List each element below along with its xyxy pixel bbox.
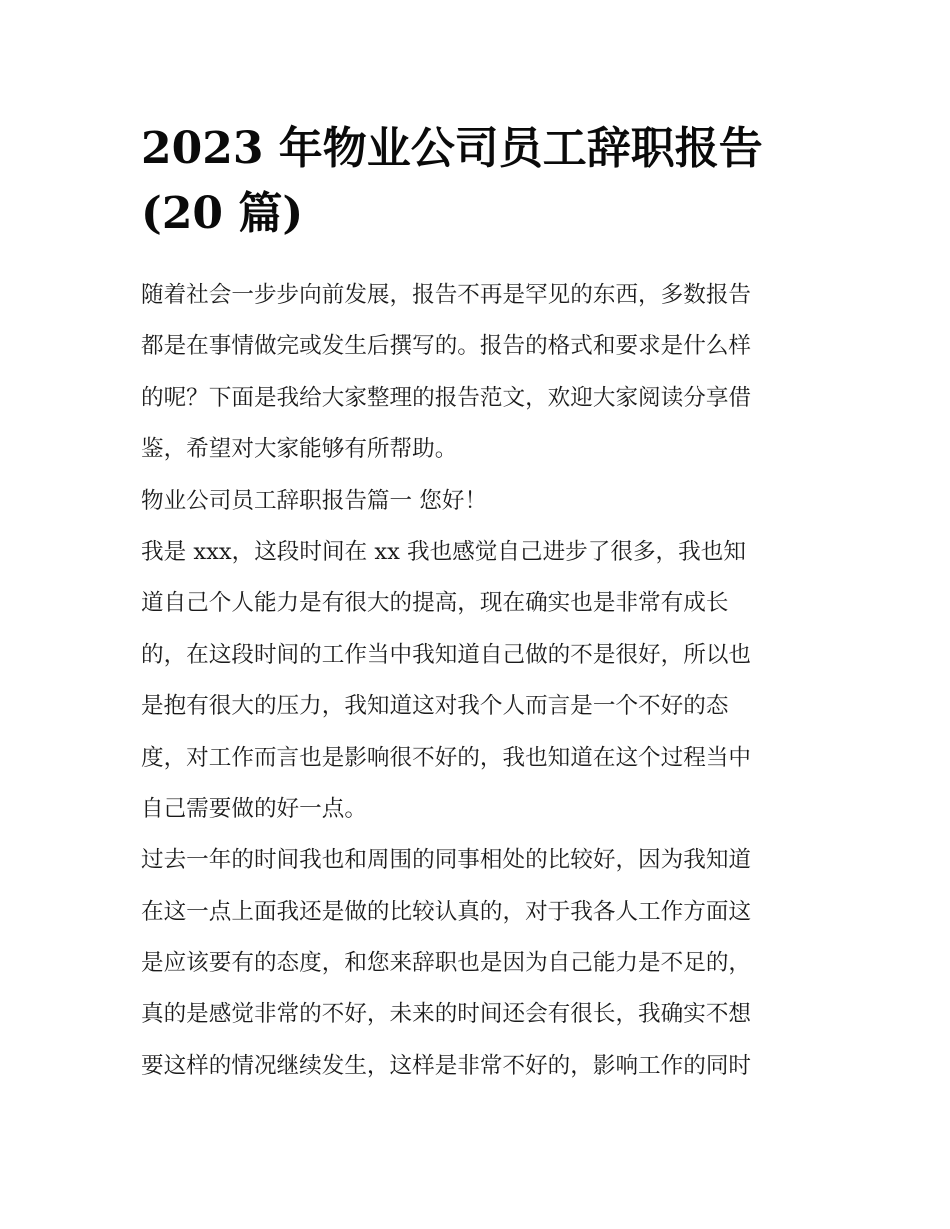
body-line: 随着社会一步步向前发展，报告不再是罕见的东西，多数报告: [141, 282, 752, 308]
document-content: [141, 116, 813, 1092]
body-line: 的呢？下面是我给大家整理的报告范文，欢迎大家阅读分享借: [141, 384, 752, 411]
body-line: 是抱有很大的压力，我知道这对我个人而言是一个不好的态: [141, 693, 729, 720]
body-line: 真的是感觉非常的不好，未来的时间还会有很长，我确实不想: [141, 1001, 752, 1028]
title-line-2: (20 篇): [141, 188, 304, 239]
body-line: 过去一年的时间我也和周围的同事相处的比较好，因为我知道: [141, 847, 752, 874]
body-line: 道自己个人能力是有很大的提高，现在确实也是非常有成长: [141, 590, 729, 617]
body-line: 鉴，希望对大家能够有所帮助。: [141, 436, 458, 463]
body-line: 我是 xxx，这段时间在 xx 我也感觉自己进步了很多，我也知: [141, 538, 746, 565]
document-body: [141, 270, 813, 1092]
body-line: 在这一点上面我还是做的比较认真的，对于我各人工作方面这: [141, 898, 752, 925]
body-line: 度，对工作而言也是影响很不好的，我也知道在这个过程当中: [141, 744, 752, 771]
section-heading-line: 物业公司员工辞职报告篇一 您好！: [141, 487, 488, 514]
page-title: [141, 116, 813, 246]
body-line: 的，在这段时间的工作当中我知道自己做的不是很好，所以也: [141, 641, 752, 668]
body-line: 都是在事情做完或发生后撰写的。报告的格式和要求是什么样: [141, 333, 752, 360]
body-line: 是应该要有的态度，和您来辞职也是因为自己能力是不足的，: [141, 950, 752, 977]
body-line: 自己需要做的好一点。: [141, 795, 367, 822]
title-line-1: 2023 年物业公司员工辞职报告: [141, 123, 763, 174]
body-line: 要这样的情况继续发生，这样是非常不好的，影响工作的同时: [141, 1052, 752, 1079]
